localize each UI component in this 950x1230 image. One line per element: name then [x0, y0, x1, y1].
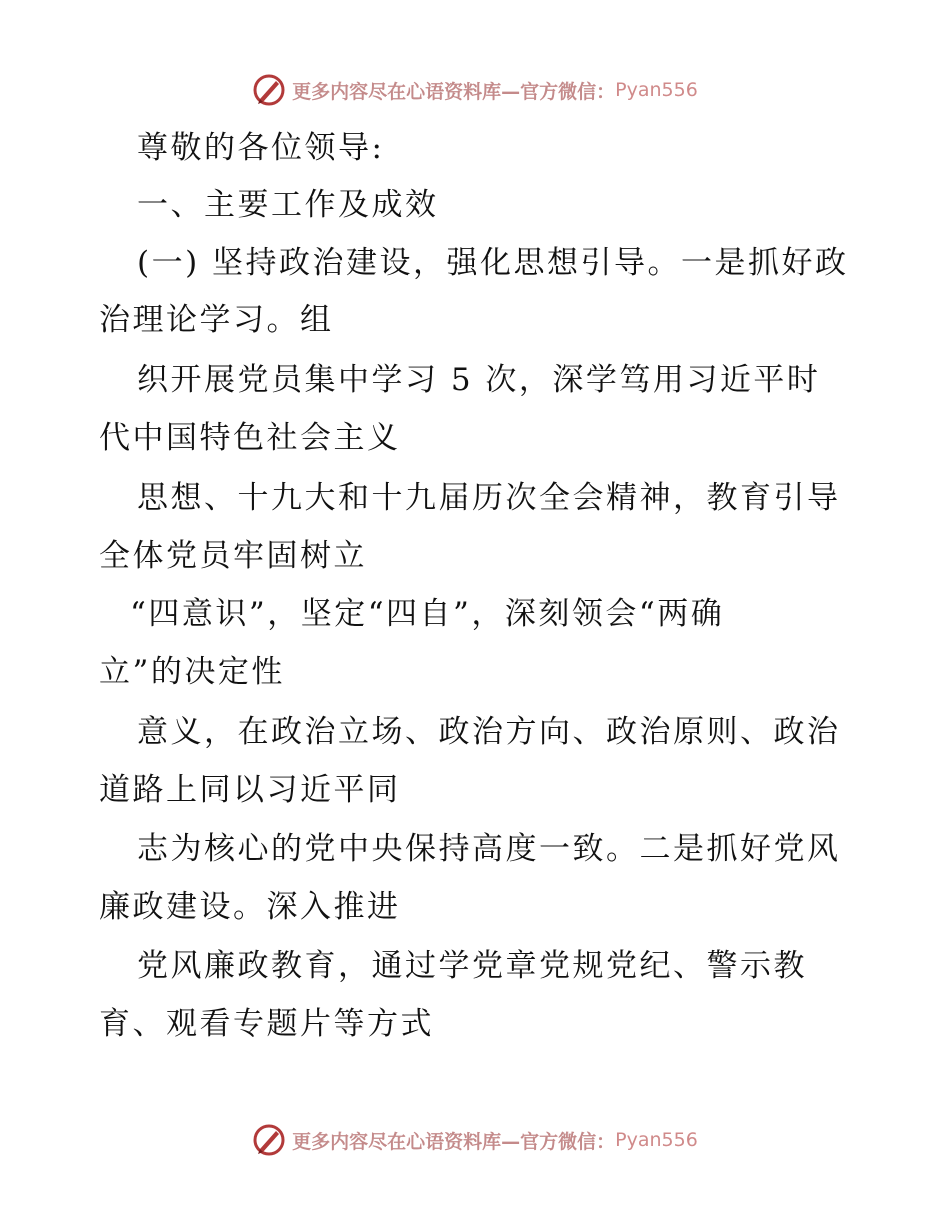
paragraph-line: 织开展党员集中学习 5 次，深学笃用习近平时 [137, 362, 821, 398]
watermark-banner-bottom [0, 1120, 950, 1160]
watermark-banner-top [0, 70, 950, 110]
paragraph-line: 代中国特色社会主义 [99, 420, 401, 456]
paragraph-line: 党风廉政教育，通过学党章党规党纪、警示教 [137, 948, 807, 984]
paragraph-line: 治理论学习。组 [99, 302, 334, 338]
watermark-text: 更多内容尽在心语资料库—官方微信： [292, 1130, 616, 1153]
paragraph-line: 育、观看专题片等方式 [99, 1006, 434, 1042]
paragraph-line: 立”的决定性 [99, 654, 285, 690]
pen-logo-icon [252, 73, 286, 107]
paragraph-line: 廉政建设。深入推进 [99, 889, 401, 925]
paragraph-line: (一) 坚持政治建设，强化思想引导。一是抓好政 [137, 245, 849, 281]
watermark-text: 更多内容尽在心语资料库—官方微信： [292, 80, 616, 103]
watermark-wechat-id: Pyan556 [615, 79, 698, 101]
salutation: 尊敬的各位领导: [137, 130, 385, 166]
paragraph-line: 思想、十九大和十九届历次全会精神，教育引导 [137, 480, 841, 516]
watermark-wechat-id: Pyan556 [615, 1129, 698, 1151]
pen-logo-icon [252, 1123, 286, 1157]
paragraph-line: 全体党员牢固树立 [99, 538, 367, 574]
paragraph-line: “四意识”，坚定“四自”，深刻领会“两确 [130, 596, 725, 632]
paragraph-line: 意义，在政治立场、政治方向、政治原则、政治 [137, 714, 841, 750]
paragraph-line: 志为核心的党中央保持高度一致。二是抓好党风 [137, 831, 841, 867]
paragraph-line: 道路上同以习近平同 [99, 772, 401, 808]
section-heading: 一、主要工作及成效 [137, 187, 439, 223]
